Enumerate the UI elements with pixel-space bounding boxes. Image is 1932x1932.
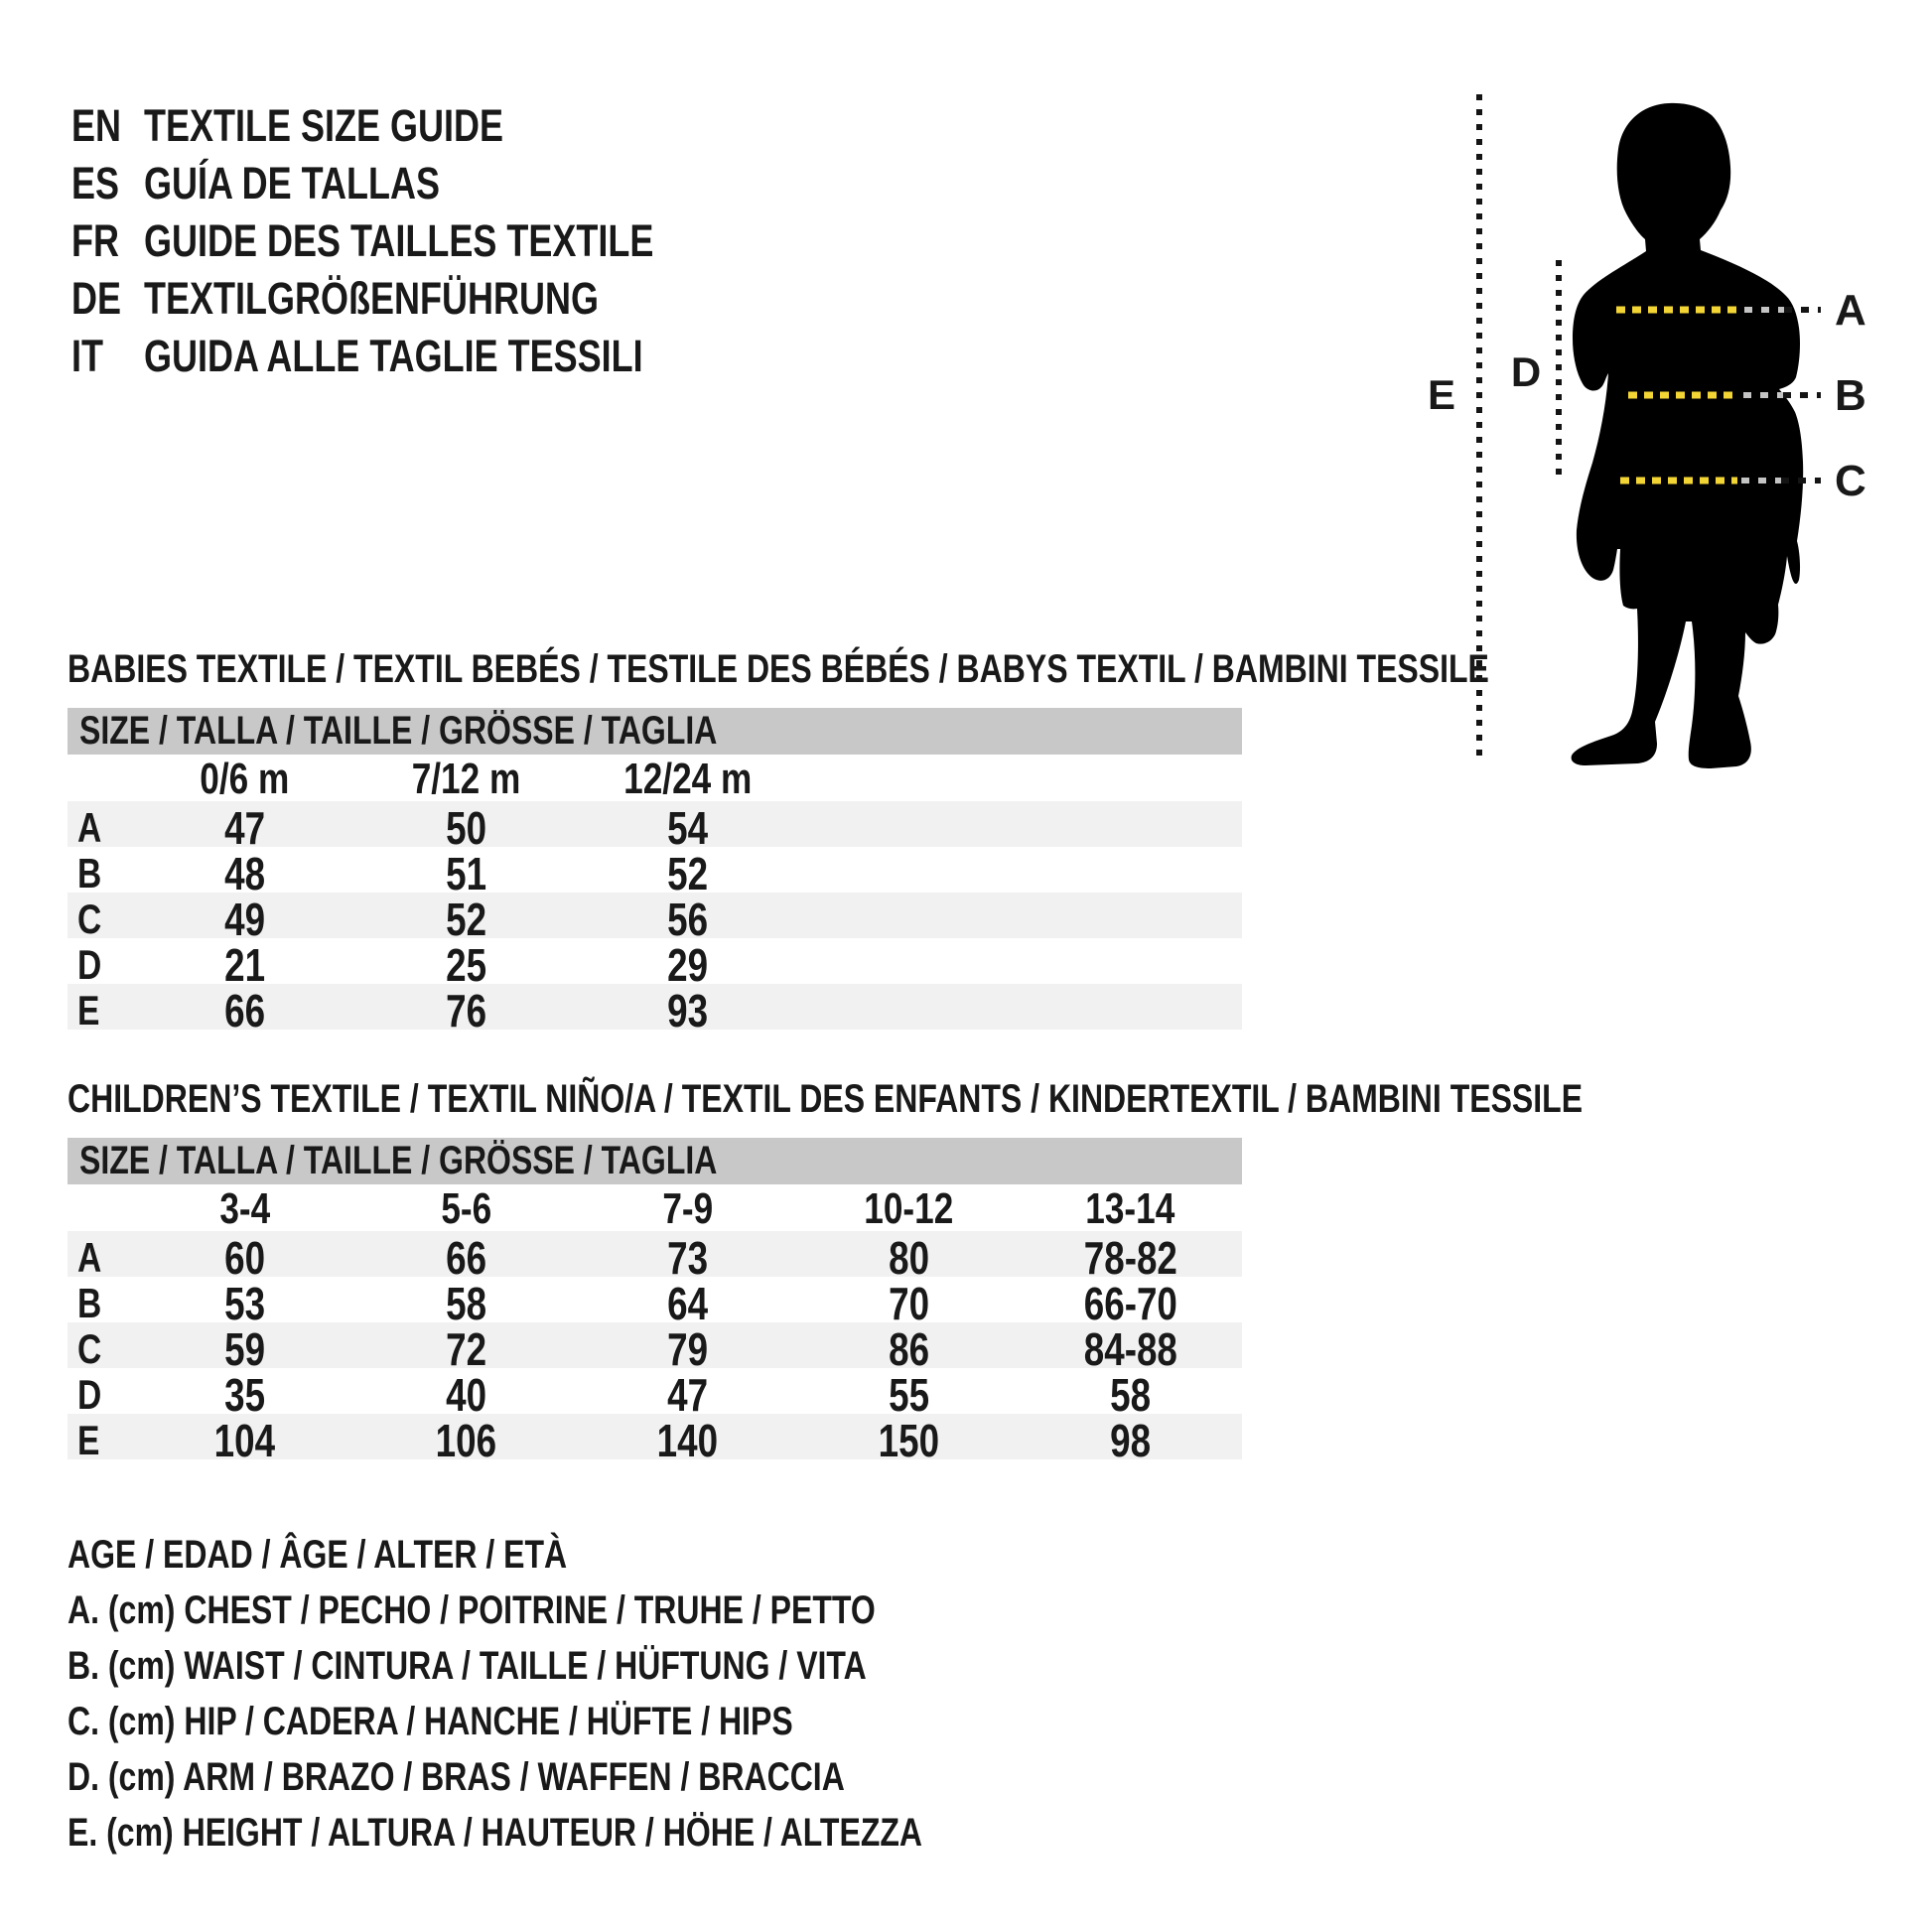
- size-table-header-text: SIZE / TALLA / TAILLE / GRÖSSE / TAGLIA: [79, 709, 718, 753]
- cell-value-text: 49: [224, 894, 265, 945]
- cell-value: [355, 1414, 577, 1467]
- size-table-header: [68, 708, 1242, 755]
- cell-value-text: 52: [446, 894, 486, 945]
- cell-value-text: 66: [224, 985, 265, 1036]
- language-label-text: GUIDA ALLE TAGLIE TESSILI: [144, 331, 643, 381]
- cell-value: [134, 1414, 355, 1467]
- cell-value-text: 66: [446, 1232, 486, 1284]
- legend-line-text: D. (cm) ARM / BRAZO / BRAS / WAFFEN / BRACCIA: [68, 1755, 845, 1799]
- column-header: [134, 755, 355, 804]
- cell-value-text: 59: [224, 1323, 265, 1375]
- column-header-text: 10-12: [864, 1184, 954, 1233]
- row-label-text: D: [77, 1371, 102, 1418]
- row-label: [68, 896, 134, 943]
- table-row: [68, 801, 1242, 854]
- cell-value-text: 21: [224, 939, 265, 991]
- cell-value: [577, 984, 798, 1037]
- legend-line: [68, 1527, 1136, 1583]
- language-code: [71, 155, 131, 212]
- table-row: [68, 984, 1242, 1036]
- language-label: [144, 328, 767, 385]
- row-label: [68, 1280, 134, 1327]
- table-row: [68, 1368, 1242, 1421]
- size-table-header-text: SIZE / TALLA / TAILLE / GRÖSSE / TAGLIA: [79, 1139, 718, 1182]
- legend-line: [68, 1583, 1136, 1638]
- row-label-text: C: [77, 896, 102, 942]
- language-label-text: TEXTILGRÖßENFÜHRUNG: [144, 273, 599, 324]
- row-label: [68, 1234, 134, 1282]
- legend-line: [68, 1694, 1136, 1749]
- cell-value-text: 79: [667, 1323, 708, 1375]
- cell-value-text: 48: [224, 848, 265, 899]
- cell-value-text: 35: [224, 1369, 265, 1421]
- cell-value-text: 140: [656, 1415, 719, 1466]
- table-row: [68, 1231, 1242, 1284]
- cell-value-text: 50: [446, 802, 486, 854]
- language-label: [144, 155, 513, 212]
- cell-value-text: 52: [667, 848, 708, 899]
- legend-line-text: B. (cm) WAIST / CINTURA / TAILLE / HÜFTUNG / VITA: [68, 1644, 867, 1688]
- children-size-table: [68, 1138, 1242, 1466]
- cell-value-text: 70: [889, 1278, 929, 1329]
- row-label: [68, 987, 134, 1035]
- legend-line-text: A. (cm) CHEST / PECHO / POITRINE / TRUHE / PETTO: [68, 1588, 876, 1632]
- legend-line: [68, 1805, 1136, 1861]
- label-arm-d: D: [1510, 348, 1542, 395]
- cell-value-text: 73: [667, 1232, 708, 1284]
- cell-value-text: 58: [1110, 1369, 1151, 1421]
- cell-value: [1020, 1414, 1241, 1467]
- babies-section-title: [68, 645, 1845, 693]
- table-row: [68, 938, 1242, 991]
- column-header: [355, 755, 577, 804]
- language-code-text: EN: [71, 100, 122, 151]
- row-label-text: A: [77, 1234, 102, 1281]
- language-code: [71, 328, 111, 385]
- column-header: [577, 1184, 798, 1234]
- cell-value-text: 25: [446, 939, 486, 991]
- column-header: [798, 1184, 1020, 1234]
- cell-value-text: 78-82: [1083, 1232, 1177, 1284]
- label-height-e: E: [1427, 371, 1456, 418]
- cell-value: [134, 984, 355, 1037]
- row-label: [68, 1371, 134, 1419]
- table-row: [68, 847, 1242, 899]
- column-header-text: 13-14: [1085, 1184, 1175, 1233]
- column-header: [577, 755, 798, 804]
- cell-value-text: 80: [889, 1232, 929, 1284]
- measurement-legend: [68, 1527, 1136, 1861]
- row-label-text: D: [77, 941, 102, 988]
- measurement-diagram: [1370, 69, 1926, 804]
- cell-value-text: 40: [446, 1369, 486, 1421]
- column-header: [134, 1184, 355, 1234]
- language-code: [71, 270, 134, 328]
- language-label-text: TEXTILE SIZE GUIDE: [144, 100, 504, 151]
- language-label: [144, 97, 594, 155]
- cell-value-text: 51: [446, 848, 486, 899]
- cell-value-text: 58: [446, 1278, 486, 1329]
- cell-value-text: 72: [446, 1323, 486, 1375]
- label-chest-a: A: [1835, 286, 1866, 335]
- cell-value-text: 29: [667, 939, 708, 991]
- language-code-text: FR: [71, 215, 119, 266]
- cell-value-text: 106: [435, 1415, 497, 1466]
- legend-line-text: E. (cm) HEIGHT / ALTURA / HAUTEUR / HÖHE / ALTEZZA: [68, 1811, 923, 1855]
- cell-value-text: 86: [889, 1323, 929, 1375]
- table-row: [68, 1277, 1242, 1329]
- column-header-text: 12/24 m: [622, 755, 753, 803]
- language-code: [71, 97, 134, 155]
- column-header: [1020, 1184, 1241, 1234]
- row-label: [68, 1417, 134, 1464]
- row-label-text: A: [77, 804, 102, 851]
- legend-line-text: AGE / EDAD / ÂGE / ALTER / ETÀ: [68, 1533, 568, 1577]
- table-row: [68, 893, 1242, 945]
- language-code-text: IT: [71, 331, 103, 381]
- children-section-title: [68, 1075, 1932, 1123]
- language-label-text: GUIDE DES TAILLES TEXTILE: [144, 215, 654, 266]
- label-hip-c: C: [1835, 457, 1866, 505]
- cell-value: [798, 1414, 1020, 1467]
- row-label-text: C: [77, 1325, 102, 1372]
- cell-value-text: 55: [889, 1369, 929, 1421]
- cell-value: [577, 1414, 798, 1467]
- cell-value-text: 47: [224, 802, 265, 854]
- cell-value-text: 76: [446, 985, 486, 1036]
- babies-section-title-text: BABIES TEXTILE / TEXTIL BEBÉS / TESTILE DES BÉBÉS / BABYS TEXTIL / BAMBINI TESSILE: [68, 647, 1489, 691]
- label-waist-b: B: [1835, 371, 1866, 420]
- row-label-text: B: [77, 1280, 102, 1326]
- table-row: [68, 1322, 1242, 1375]
- row-label-text: B: [77, 850, 102, 897]
- cell-value-text: 54: [667, 802, 708, 854]
- column-header-text: 7-9: [662, 1184, 713, 1233]
- column-header-text: 3-4: [219, 1184, 270, 1233]
- babies-size-table: [68, 708, 1242, 1036]
- cell-value-text: 98: [1110, 1415, 1151, 1466]
- row-label: [68, 941, 134, 989]
- language-label: [144, 270, 712, 328]
- cell-value-text: 150: [878, 1415, 940, 1466]
- language-label-text: GUÍA DE TALLAS: [144, 158, 440, 208]
- cell-value-text: 47: [667, 1369, 708, 1421]
- size-table-header: [68, 1138, 1242, 1184]
- language-label: [144, 212, 781, 270]
- cell-value-text: 104: [213, 1415, 276, 1466]
- column-header-text: 5-6: [441, 1184, 491, 1233]
- row-label: [68, 1325, 134, 1373]
- language-code-text: DE: [71, 273, 122, 324]
- cell-value: [355, 984, 577, 1037]
- language-code: [71, 212, 131, 270]
- children-section-title-text: CHILDREN’S TEXTILE / TEXTIL NIÑO/A / TEXTIL DES ENFANTS / KINDERTEXTIL / BAMBINI TESSILE: [68, 1077, 1584, 1121]
- cell-value-text: 60: [224, 1232, 265, 1284]
- column-header-text: 0/6 m: [200, 755, 290, 803]
- cell-value-text: 66-70: [1083, 1278, 1177, 1329]
- column-header-row: [68, 755, 1242, 801]
- row-label-text: E: [77, 1417, 100, 1463]
- cell-value-text: 56: [667, 894, 708, 945]
- cell-value-text: 64: [667, 1278, 708, 1329]
- table-row: [68, 1414, 1242, 1466]
- row-label-text: E: [77, 987, 100, 1034]
- column-header: [355, 1184, 577, 1234]
- legend-line: [68, 1638, 1136, 1694]
- cell-value-text: 84-88: [1083, 1323, 1177, 1375]
- legend-line: [68, 1749, 1136, 1805]
- row-label: [68, 804, 134, 852]
- row-label: [68, 850, 134, 897]
- column-header-row: [68, 1184, 1242, 1231]
- column-header-text: 7/12 m: [411, 755, 521, 803]
- legend-line-text: C. (cm) HIP / CADERA / HANCHE / HÜFTE / HIPS: [68, 1700, 793, 1743]
- cell-value-text: 93: [667, 985, 708, 1036]
- cell-value-text: 53: [224, 1278, 265, 1329]
- language-code-text: ES: [71, 158, 120, 208]
